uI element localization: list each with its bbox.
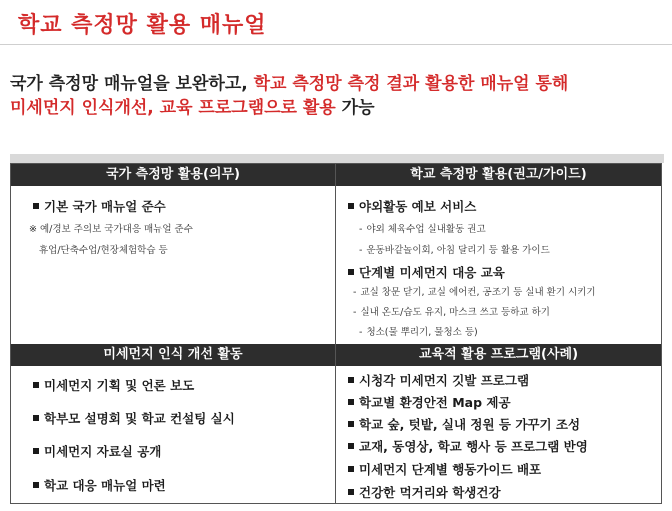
header-national: 국가 측정망 활용(의무) bbox=[11, 164, 335, 186]
education-item: 교재, 동영상, 학교 행사 등 프로그램 반영 bbox=[348, 437, 588, 455]
bullet-square-icon bbox=[348, 443, 354, 449]
school-bullet-2-text: 단계별 미세먼지 대응 교육 bbox=[359, 265, 505, 280]
school-bullet-2 bbox=[348, 263, 505, 281]
bullet-square-icon bbox=[348, 269, 354, 275]
school-sub-1-2: - 운동바같놀이회, 아침 달리기 등 활용 가이드 bbox=[359, 245, 550, 256]
school-sub-2-2: - 실내 온도/습도 유지, 마스크 쓰고 등하교 하기 bbox=[353, 307, 550, 318]
awareness-item: 학부모 설명회 및 학교 컨설팅 실시 bbox=[33, 409, 235, 427]
summary-line-2-plain: 가능 bbox=[335, 98, 375, 118]
education-item: 학교 숲, 텃밭, 실내 정원 등 가꾸기 조성 bbox=[348, 415, 580, 433]
bullet-square-icon bbox=[33, 203, 39, 209]
bullet-square-icon bbox=[348, 377, 354, 383]
bullet-square-icon bbox=[33, 448, 39, 454]
education-item: 시청각 미세먼지 깃발 프로그램 bbox=[348, 371, 529, 389]
summary-line-1-plain: 국가 측정망 매뉴얼을 보완하고, bbox=[10, 74, 254, 94]
summary-line-2 bbox=[10, 96, 568, 120]
school-sub-2-1: - 교실 창문 닫기, 교실 에어컨, 공조기 등 실내 환기 시키기 bbox=[353, 287, 596, 298]
bullet-square-icon bbox=[348, 466, 354, 472]
school-sub-2-3: - 청소(물 뿌리기, 물청소 등) bbox=[359, 327, 478, 338]
school-sub-1-1: - 야외 체육수업 실내활동 권고 bbox=[359, 224, 486, 235]
bullet-square-icon bbox=[348, 203, 354, 209]
header-awareness: 미세먼지 인식 개선 활동 bbox=[11, 344, 335, 366]
table-top-band bbox=[10, 154, 664, 163]
summary-line-2-highlight: 미세먼지 인식개선, 교육 프로그램으로 활용 bbox=[10, 98, 336, 118]
bullet-square-icon bbox=[33, 482, 39, 488]
national-bullet bbox=[33, 197, 166, 215]
header-education: 교육적 활용 프로그램(사례) bbox=[336, 344, 661, 366]
national-bullet-text: 기본 국가 매뉴얼 준수 bbox=[44, 199, 166, 214]
national-note-line-1: ※ 예/경보 주의보 국가대응 매뉴얼 준수 bbox=[29, 224, 193, 235]
header-school: 학교 측정망 활용(권고/가이드) bbox=[336, 164, 661, 186]
summary-line-1-highlight: 학교 측정망 측정 결과 활용한 매뉴얼 통해 bbox=[253, 74, 569, 94]
bullet-square-icon bbox=[348, 421, 354, 427]
page-title: 학교 측정망 활용 매뉴얼 bbox=[18, 13, 267, 38]
bullet-square-icon bbox=[348, 489, 354, 495]
summary-text bbox=[10, 72, 568, 120]
school-bullet-1 bbox=[348, 197, 476, 215]
awareness-item: 미세먼지 기획 및 언론 보도 bbox=[33, 376, 194, 394]
column-divider bbox=[335, 164, 336, 503]
title-divider bbox=[0, 44, 672, 45]
school-bullet-1-text: 야외활동 예보 서비스 bbox=[359, 199, 477, 214]
awareness-item: 미세먼지 자료실 공개 bbox=[33, 442, 161, 460]
awareness-item: 학교 대응 매뉴얼 마련 bbox=[33, 476, 166, 494]
bullet-square-icon bbox=[348, 399, 354, 405]
manual-table bbox=[10, 163, 662, 504]
bullet-square-icon bbox=[33, 415, 39, 421]
summary-line-1 bbox=[10, 72, 568, 96]
bullet-square-icon bbox=[33, 382, 39, 388]
education-item: 건강한 먹거리와 학생건강 bbox=[348, 483, 501, 501]
national-note-line-2: 휴업/단축수업/현장체험학습 등 bbox=[39, 245, 168, 256]
education-item: 미세먼지 단계별 행동가이드 배포 bbox=[348, 460, 541, 478]
education-item: 학교별 환경안전 Map 제공 bbox=[348, 393, 511, 411]
